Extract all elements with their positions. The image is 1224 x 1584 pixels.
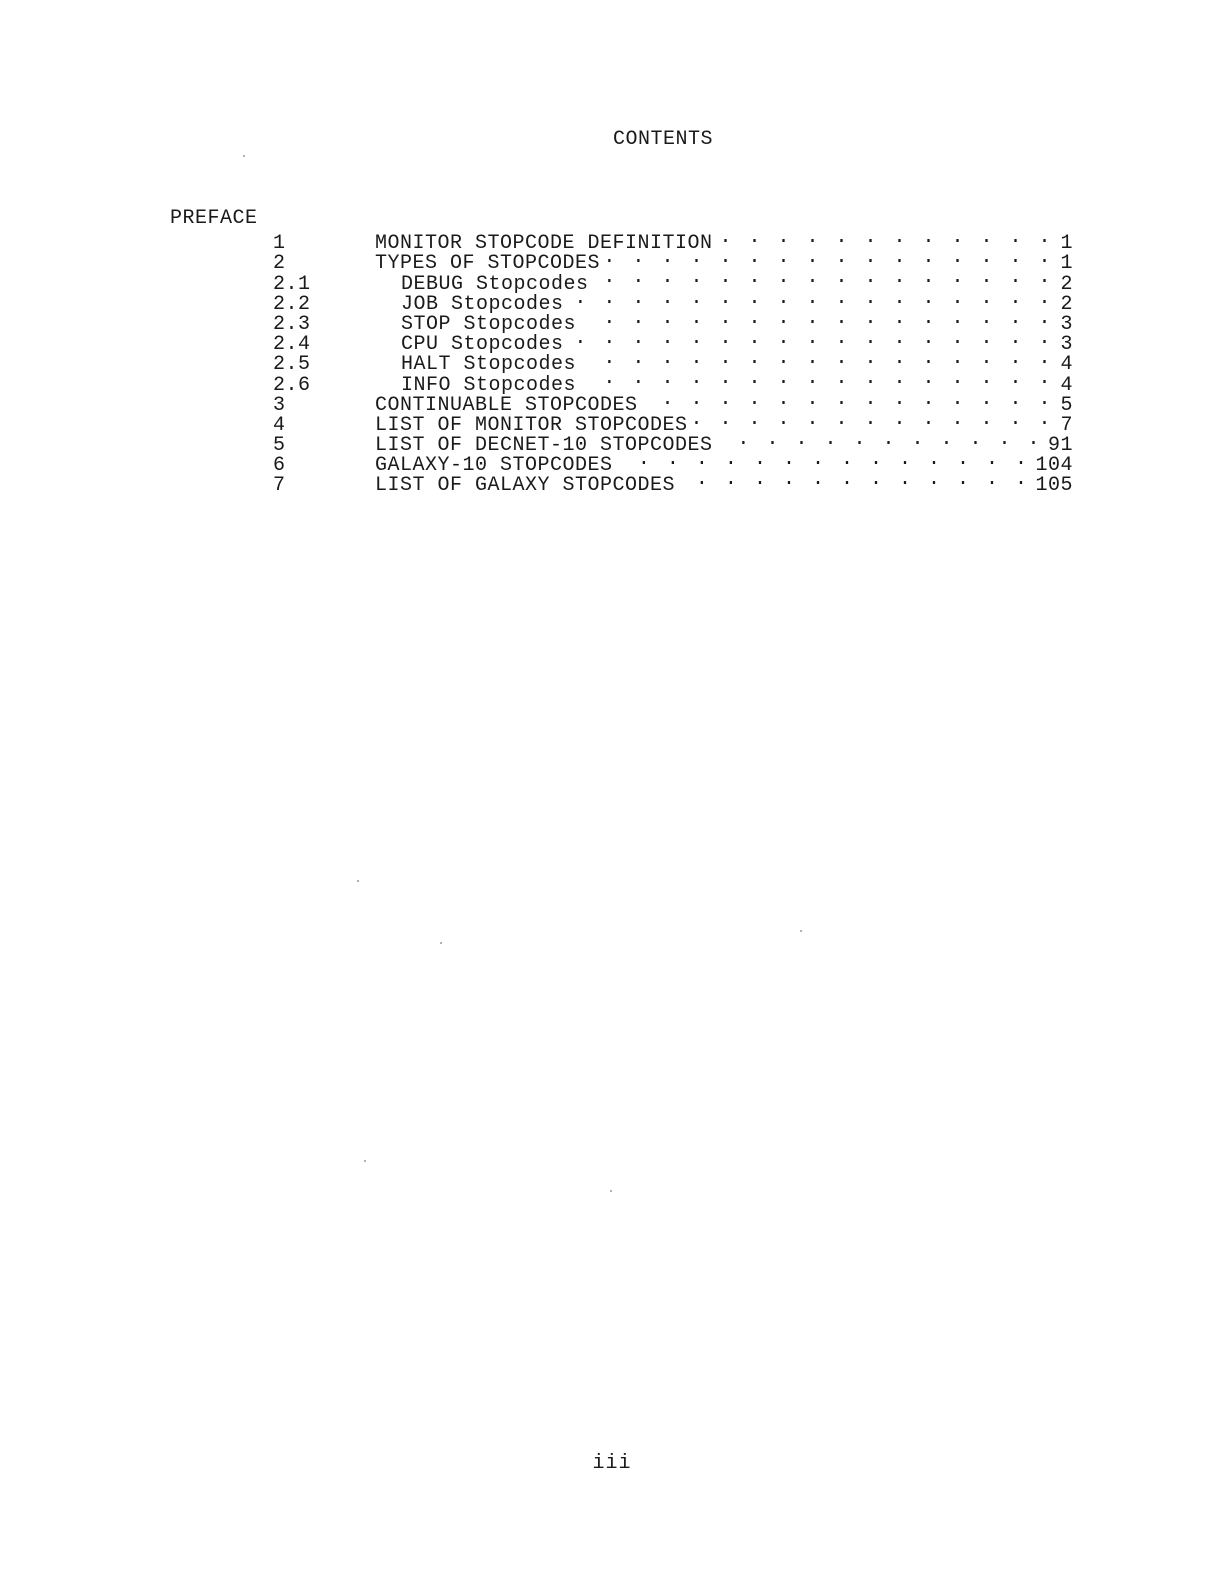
toc-entry-title: STOP Stopcodes xyxy=(401,312,577,336)
toc-entry-title: INFO Stopcodes xyxy=(401,373,577,397)
table-of-contents xyxy=(273,228,1073,498)
scan-speck xyxy=(243,155,245,157)
toc-entry-title: CPU Stopcodes xyxy=(401,333,564,357)
toc-entry-title: DEBUG Stopcodes xyxy=(401,272,589,296)
toc-dot-leader xyxy=(606,248,1053,268)
scan-speck xyxy=(800,930,802,932)
toc-entry-title: LIST OF MONITOR STOPCODES xyxy=(375,413,688,437)
toc-entry-number: 5 xyxy=(273,434,286,458)
toc-entry-number: 2 xyxy=(273,252,286,276)
toc-entry-page: 5 xyxy=(1060,393,1073,417)
toc-entry-number: 2.1 xyxy=(273,272,311,296)
toc-entry-page: 104 xyxy=(1035,454,1073,478)
toc-entry xyxy=(273,228,1073,256)
toc-entry-number: 2.6 xyxy=(273,373,311,397)
toc-entry-page: 1 xyxy=(1060,232,1073,256)
toc-entry-title: LIST OF DECNET-10 STOPCODES xyxy=(375,434,713,458)
toc-entry-number: 2.4 xyxy=(273,333,311,357)
toc-entry-page: 3 xyxy=(1060,312,1073,336)
scan-speck xyxy=(440,942,442,944)
toc-dot-leader xyxy=(570,289,1053,309)
toc-entry-page: 2 xyxy=(1060,272,1073,296)
toc-entry-number: 3 xyxy=(273,393,286,417)
toc-entry-number: 4 xyxy=(273,413,286,437)
toc-entry-page: 1 xyxy=(1060,252,1073,276)
toc-entry-number: 2.5 xyxy=(273,353,311,377)
toc-dot-leader xyxy=(644,390,1053,410)
page-title: CONTENTS xyxy=(612,128,713,151)
toc-dot-leader xyxy=(582,369,1053,389)
scan-speck xyxy=(357,880,359,882)
toc-entry-title: GALAXY-10 STOPCODES xyxy=(375,454,613,478)
toc-dot-leader xyxy=(582,309,1053,329)
toc-entry-page: 3 xyxy=(1060,333,1073,357)
toc-entry-page: 7 xyxy=(1060,413,1073,437)
toc-entry-page: 2 xyxy=(1060,292,1073,316)
toc-entry-title: LIST OF GALAXY STOPCODES xyxy=(375,474,676,498)
toc-dot-leader xyxy=(681,470,1029,490)
toc-dot-leader xyxy=(570,329,1053,349)
toc-entry-title: CONTINUABLE STOPCODES xyxy=(375,393,638,417)
toc-entry-page: 91 xyxy=(1047,434,1073,458)
toc-entry-number: 6 xyxy=(273,454,286,478)
toc-dot-leader xyxy=(719,228,1053,248)
toc-entry-page: 4 xyxy=(1060,373,1073,397)
scan-speck xyxy=(610,1190,612,1192)
toc-entry-title: TYPES OF STOPCODES xyxy=(375,252,601,276)
toc-entry-page: 105 xyxy=(1035,474,1073,498)
toc-entry-title: JOB Stopcodes xyxy=(401,292,564,316)
scan-speck xyxy=(364,1160,366,1162)
toc-entry-number: 2.3 xyxy=(273,312,311,336)
preface-heading: PREFACE xyxy=(170,207,258,230)
toc-dot-leader xyxy=(719,430,1042,450)
toc-entry-title: HALT Stopcodes xyxy=(401,353,577,377)
page-number: iii xyxy=(592,1452,632,1475)
toc-dot-leader xyxy=(619,450,1030,470)
toc-entry-title: MONITOR STOPCODE DEFINITION xyxy=(375,232,713,256)
toc-entry-page: 4 xyxy=(1060,353,1073,377)
toc-dot-leader xyxy=(595,268,1053,288)
toc-dot-leader xyxy=(694,410,1053,430)
toc-entry-number: 1 xyxy=(273,232,286,256)
toc-dot-leader xyxy=(582,349,1053,369)
toc-entry-number: 7 xyxy=(273,474,286,498)
toc-entry-number: 2.2 xyxy=(273,292,311,316)
